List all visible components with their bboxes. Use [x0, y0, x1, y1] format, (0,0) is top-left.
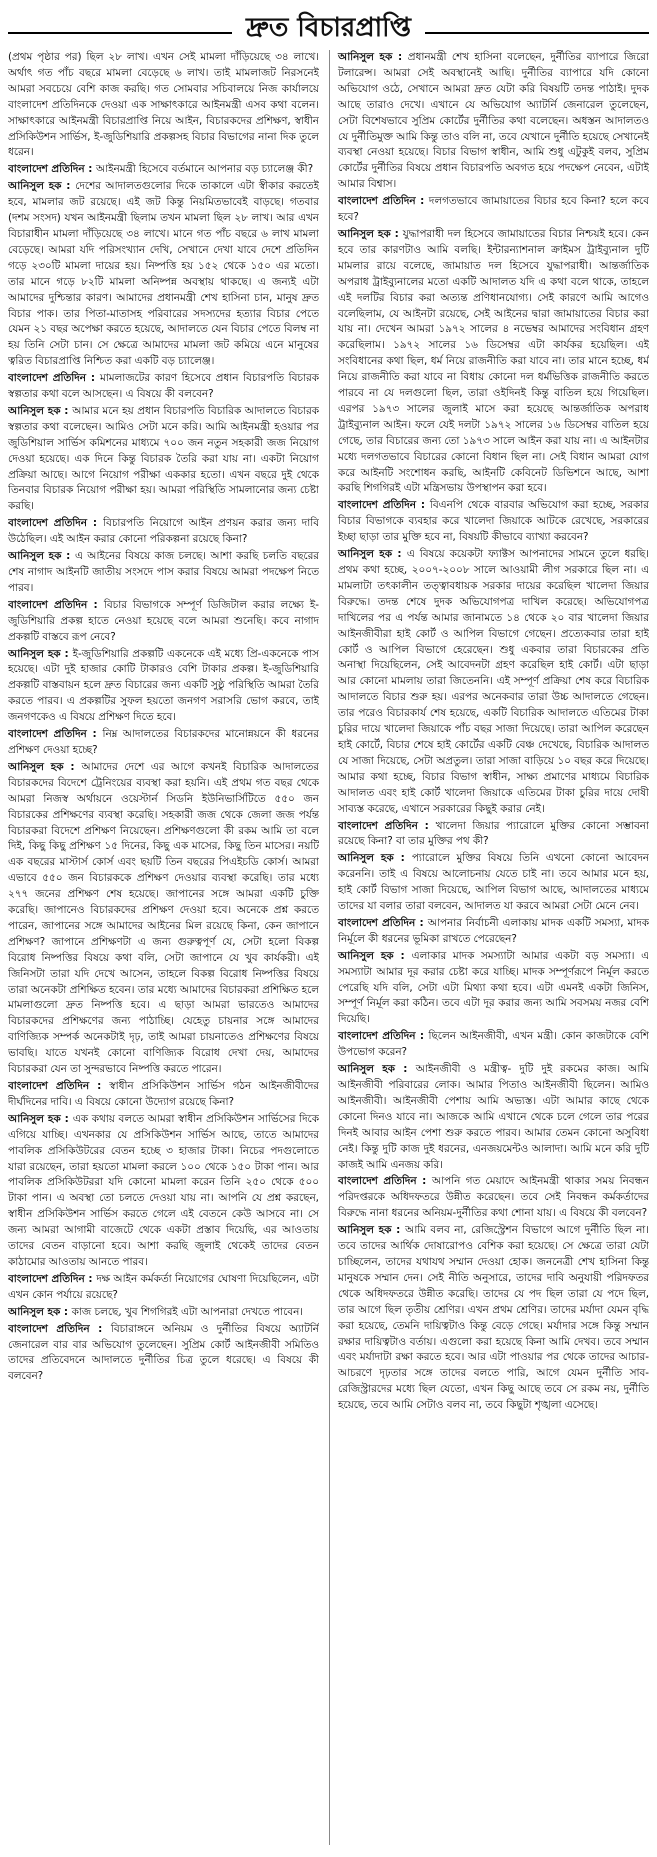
questioner-label: বাংলাদেশ প্রতিদিন :	[8, 598, 104, 611]
questioner-label: বাংলাদেশ প্রতিদিন :	[8, 1080, 110, 1092]
paragraph-text: আপনার নির্বাচনী এলাকায় মাদক একটি সমস্যা, মাদক নির্মূলে কী ধরনের ভূমিকা রাখতে পেরেছেন?	[338, 916, 649, 945]
questioner-label: বাংলাদেশ প্রতিদিন :	[8, 1322, 111, 1335]
paragraph-text: বিচারপতি নিয়োগে আইন প্রণয়ন করার জন্য দাবি উঠেছিল। এই আইন করার কোনো পরিকল্পনা রয়েছে কিনা?	[8, 517, 319, 546]
article-columns	[8, 50, 649, 1845]
respondent-label: আনিসুল হক :	[8, 550, 75, 563]
section-banner	[8, 6, 649, 50]
interview-question	[8, 162, 319, 178]
questioner-label: বাংলাদেশ প্রতিদিন :	[338, 1030, 429, 1043]
article-column-left	[8, 50, 319, 1845]
respondent-label: আনিসুল হক :	[338, 548, 407, 561]
paragraph-text: আপনি গত মেয়াদে আইনমন্ত্রী থাকার সময় নিবন্ধন পরিদপ্তরকে অধিদফতরে উন্নীত করেছেন। তবে সেই নিবন্ধন কর্মকর্তাদের বিরুদ্ধে নানা ধরনের অনিয়ম-দুর্নীতির কথা শোনা যায়। এ বিষয়ে কী বলবেন?	[338, 1175, 649, 1220]
paragraph-text: এ বিষয়ে কয়েকটা ফ্যাক্টস আপনাদের সামনে তুলে ধরছি। প্রথম কথা হচ্ছে, ২০০৭-২০০৮ সালে আওয়ামী লীগ সরকারে ছিল না। এ মামলাটা তৎকালীন তত্ত্বাবধায়ক সরকার দায়ের করেছিল খালেদা জিয়ার বিরুদ্ধে। তদন্ত শেষে দুদক অভিযোগপত্র দাখিল করেছে। অভিযোগপত্র দাখিলের পর এ পর্যন্ত আমার জানামতে ১৪ থেকে ২০ বার খালেদা জিয়ার আইনজীবীরা হাই কোর্ট ও আপিল বিভাগে গেছেন। প্রত্যেকবার তারা হাই কোর্ট ও আপিল বিভাগে হেরেছেন। শুধু একবার তারা বিচারকের প্রতি অনাস্থা দিয়েছিলেন, সেই আবেদনটা গ্রহণ করেছিল হাই কোর্ট। এটা ছাড়া আর কোনো মামলায় তারা জিতেননি। এই সম্পূর্ণ প্রক্রিয়া শেষ করে বিচারিক আদালতে বিচার শুরু হয়। এরপর অনেকবার তারা উচ্চ আদালতে গেছেন। তার পরেও বিচারকার্য শেষ হয়েছে, একটি বিচারিক আদালতে এতিমের টাকা চুরির দায়ে খালেদা জিয়াকে পাঁচ বছর সাজা দিয়েছে। তারা আপিল করেছেন হাই কোর্টে, বিচার শেষে হাই কোর্টের একটি বেঞ্চ দেখেছে, বিচারিক আদালত যে সাজা দিয়েছে, সেটা অপ্রতুল। তারা সাজা বাড়িয়ে ১০ বছর করে দিয়েছে। আমার কথা হচ্ছে, বিচার বিভাগ স্বাধীন, সাক্ষ্য প্রমাণের মাধ্যমে বিচারিক আদালত এবং হাই কোর্ট খালেদা জিয়াকে এতিমের টাকা চুরির দায়ে দোষী সাব্যস্ত করেছে, এখানে সরকারের কিছুই করার নেই।	[338, 548, 649, 815]
intro-paragraph	[8, 50, 319, 161]
respondent-label: আনিসুল হক :	[8, 180, 76, 193]
questioner-label: বাংলাদেশ প্রতিদিন :	[338, 1175, 432, 1188]
respondent-label: আনিসুল হক :	[8, 760, 82, 773]
interview-answer	[338, 851, 649, 915]
paragraph-text: বিচারাঙ্গনে অনিয়ম ও দুর্নীতির বিষয়ে অ্যাটর্নি জেনারেল বার বার অভিযোগ তুলেছেন। সুপ্রিম কোর্ট আইনজীবী সমিতিও তাদের প্রতিবেদনে আদালতে দুর্নীতির চিত্র তুলে ধরেছে। এ বিষয়ে কী বলবেন?	[8, 1322, 319, 1383]
paragraph-text: যুদ্ধাপরাধী দল হিসেবে জামায়াতের বিচার নিশ্চয়ই হবে। কেন হবে তার কারণটাও আমি বলছি। ইন্টারন্যাশনাল ক্রাইমস ট্রাইব্যুনাল দুটি মামলার রায়ে বলেছে, জামায়াত দল হিসেবে যুদ্ধাপরাধী। আন্তর্জাতিক অপরাধ ট্রাইব্যুনালের মতো একটি আদালত যদি এ কথা বলে থাকে, তাহলে এই দলটির বিচার করা অত্যন্ত প্রণিধানযোগ্য। সেই কারণে আমি আগেও বলেছিলাম, যে আইনটা রয়েছে, সেই আইনের দ্বারা জামায়াতের বিচার করা যায় না। দেখেন আমরা ১৯৭২ সালের ৪ নভেম্বর আমাদের সংবিধান গ্রহণ করেছিলাম। ১৯৭২ সালের ১৬ ডিসেম্বর এটা কার্যকর হয়েছিল। এই সংবিধানের কথা ছিল, ধর্ম নিয়ে রাজনীতি করা যাবে না। তার মানে হচ্ছে, ধর্ম নিয়ে রাজনীতি করা যাবে না বিধায় কোনো দল ধর্মভিত্তিক রাজনীতি করতে পারবে না যে দলগুলো ছিল, তারা ওইদিনই কিন্তু বাতিল হয়ে গিয়েছিল। এরপর ১৯৭৩ সালের জুলাই মাসে করা হয়েছে আন্তর্জাতিক অপরাধ ট্রাইব্যুনাল আইন। ফলে যেই দলটা ১৯৭২ সালের ১৬ ডিসেম্বর বাতিল হয়ে গেছে, তার বিচারের জন্য তো ১৯৭৩ সালে আইন করা যায় না। এ আইনটার মধ্যে দলগতভাবে বিচারের কোনো বিধান ছিল না। সেই বিধান আমরা যোগ করে আইনটি সংশোধন করছি, আইনটি কেবিনেট ডিভিশনে আছে, আশা করছি শিগগিরই এটা মন্ত্রিসভায় উপস্থাপন করা হবে।	[338, 227, 649, 495]
paragraph-text: বিচার বিভাগকে সম্পূর্ণ ডিজিটাল করার লক্ষ্যে ই-জুডিশিয়ারি প্রকল্প হাতে নেওয়া হয়েছে বলে আমরা শুনেছি। কবে নাগাদ প্রকল্পটি বাস্তবে রূপ নেবে?	[8, 598, 319, 643]
paragraph-text: মামলাজটের কারণ হিসেবে প্রধান বিচারপতি বিচারক স্বল্পতার কথা বলে আসছেন। এ বিষয়ে কী বলবেন?	[8, 372, 319, 401]
paragraph-text: এক কথায় বলতে আমরা স্বাধীন প্রসিকিউশন সার্ভিসের দিকে এগিয়ে যাচ্ছি। এখনকার যে প্রসিকিউশন সার্ভিস আছে, তাতে আমাদের পাবলিক প্রসিকিউটরের বেতন হচ্ছে ৩ হাজার টাকা। নিচের পদগুলোতে যারা রয়েছেন, তারা হয়তো মামলা করলে ১০০ থেকে ১৫০ টাকা পান। আর পাবলিক প্রসিকিউটররা যদি কোনো মামলা করেন তিনি ২৫০ থেকে ৫০০ টাকা পান। এ অবস্থা তো চলতে দেওয়া যায় না। আপনি যে প্রশ্ন করছেন, স্বাধীন প্রসিকিউশন সার্ভিস করতে গেলে এই বেতনে কেউ আসবে না। সে জন্য আমরা আগামী বাজেটে থেকে একটা প্রস্তাব দিয়েছি, এর আওতায় তাদের বেতন বাড়ানো হবে। আশা করছি জুলাই থেকেই তাদের বেতন কাঠামোর আওতায় আনতে পারব।	[8, 1112, 319, 1268]
paragraph-text: দলগতভাবে জামায়াতের বিচার হবে কিনা? হলে কবে হবে?	[338, 195, 649, 224]
paragraph-text: আইনজীবী ও মন্ত্রীত্ব- দুটি দুই রকমের কাজ। আমি আইনজীবী পরিবারের লোক। আমার পিতাও আইনজীবী ছিলেন। আমিও আইনজীবী। আইনজীবী পেশায় আমি অভ্যস্ত। এটা আমার কাছে থেকে কোনো দিনও যাবে না। আজকে আমি এখানে থেকে চলে গেলে তার পরের দিনই আবার আইন পেশা শুরু করতে পারব। আমার তেমন কোনো অসুবিধা নেই। কিন্তু দুটি কাজ দুই ধরনের, এনজয়মেন্টও আলাদা। আমি মনে করি দুটি কাজই আমি এনজয় করি।	[338, 1063, 649, 1171]
questioner-label: বাংলাদেশ প্রতিদিন :	[338, 819, 436, 832]
questioner-label: বাংলাদেশ প্রতিদিন :	[338, 195, 429, 208]
respondent-label: আনিসুল হক :	[8, 1112, 73, 1125]
interview-answer	[338, 949, 649, 1029]
paragraph-text: স্বাধীন প্রসিকিউশন সার্ভিস গঠন আইনজীবীদের দীর্ঘদিনের দাবি। এ বিষয়ে কোনো উদ্যোগ রয়েছে কিনা?	[8, 1080, 319, 1108]
paragraph-text: কাজ চলছে, খুব শিগগিরই এটা আপনারা দেখতে পাবেন।	[71, 1305, 304, 1318]
interview-question	[338, 194, 649, 226]
questioner-label: বাংলাদেশ প্রতিদিন :	[8, 163, 96, 176]
paragraph-text: খালেদা জিয়ার প্যারোলে মুক্তির কোনো সম্ভাবনা রয়েছে কিনা? বা তার মুক্তির পথ কী?	[338, 819, 649, 848]
interview-answer	[338, 1062, 649, 1173]
interview-question	[338, 498, 649, 546]
respondent-label: আনিসুল হক :	[338, 949, 412, 962]
interview-question	[8, 516, 319, 548]
questioner-label: বাংলাদেশ প্রতিদিন :	[8, 1272, 97, 1285]
interview-question	[338, 819, 649, 851]
questioner-label: বাংলাদেশ প্রতিদিন :	[8, 728, 103, 741]
page-title: দ্রুত বিচারপ্রাপ্তি	[232, 8, 425, 48]
interview-question	[8, 1272, 319, 1304]
interview-question	[8, 371, 319, 403]
interview-question	[8, 727, 319, 759]
interview-answer	[8, 647, 319, 727]
questioner-label: বাংলাদেশ প্রতিদিন :	[338, 916, 428, 929]
paragraph-text: এ আইনের বিষয়ে কাজ চলছে। আশা করছি চলতি বছরের শেষ নাগাদ আইনটি জাতীয় সংসদে পাস করার বিষয়ে আমরা পদক্ষেপ নিতে পারব।	[8, 550, 319, 594]
interview-answer	[338, 1223, 649, 1414]
respondent-label: আনিসুল হক :	[338, 227, 403, 240]
interview-answer	[8, 179, 319, 370]
questioner-label: বাংলাদেশ প্রতিদিন :	[8, 372, 100, 385]
interview-question	[338, 1029, 649, 1061]
interview-answer	[338, 50, 649, 193]
interview-answer	[8, 549, 319, 597]
interview-question	[8, 1322, 319, 1386]
paragraph-text: (প্রথম পৃষ্ঠার পর) ছিল ২৮ লাখ। এখন সেই মামলা দাঁড়িয়েছে ৩৪ লাখে। অর্থাৎ গত পাঁচ বছরে মামলা বেড়েছে ৬ লাখ। তাই মামলাজট নিরসনেই আমরা সবচেয়ে বেশি কাজ করছি। গত সোমবার সচিবালয়ে নিজ কার্যালয়ে বাংলাদেশ প্রতিদিনকে দেওয়া এক সাক্ষাৎকারে আইনমন্ত্রী এসব কথা বলেন। সাক্ষাৎকারে আইনমন্ত্রী বিচারপ্রাপ্তি নিয়ে আইন, বিচারকদের প্রশিক্ষণ, স্বাধীন প্রসিকিউশন সার্ভিস, ই-জুডিশিয়ারি প্রকল্পসহ বিচার বিভাগের নানা দিক তুলে ধরেন।	[8, 51, 319, 159]
paragraph-text: বিএনপি থেকে বারবার অভিযোগ করা হচ্ছে, সরকার বিচার বিভাগকে ব্যবহার করে খালেদা জিয়াকে আটকে রেখেছে, সরকারের ইচ্ছা ছাড়া তার মুক্তি হবে না, বিষয়টি কীভাবে ব্যাখ্যা করবেন?	[338, 499, 649, 544]
paragraph-text: নিম্ন আদালতের বিচারকদের মানোন্নয়নে কী ধরনের প্রশিক্ষণ দেওয়া হচ্ছে?	[8, 728, 319, 756]
paragraph-text: প্যারোলে মুক্তির বিষয়ে তিনি এখনো কোনো আবেদন করেননি। তাই এ বিষয়ে আলোচনায় যেতে চাই না। তবে আমার মনে হয়, হাই কোর্ট বিভাগ সাজা দিয়েছে, আপিল বিভাগ আছে, আদালতের মাধ্যমে তাদের যা বলার তারা বলবেন, আদালত যা করবে আমরা সেটা মেনে নেব।	[338, 852, 649, 913]
paragraph-text: দেশের আদালতগুলোর দিকে তাকালে এটা স্বীকার করতেই হবে, মামলার জট রয়েছে। এই জট কিন্তু নিয়মিতভাবেই বাড়ছে। গতবার (দশম সংসদ) যখন আইনমন্ত্রী ছিলাম তখন মামলা ছিল ২৮ লাখ। আর এখন বিচারাধীন মামলা দাঁড়িয়েছে ৩৪ লাখে। মানে গত পাঁচ বছরে ৬ লাখ মামলা বেড়েছে। আমরা যদি পরিসংখ্যান দেখি, সেখানে দেখা যাবে দেশে প্রতিদিন গড়ে ২৩০টি মামলা দায়ের হয়। নিষ্পত্তি হয় ১৫২ থেকে ১৫০ এর মতো। তার মানে গড়ে ৮২টি মামলা অনিষ্পন্ন অবস্থায় থাকছে। এ জন্যই এটা আমাদের দুশ্চিন্তার কারণ। আমাদের প্রধানমন্ত্রী শেখ হাসিনা চান, মানুষ দ্রুত বিচার পাক। তার পিতা-মাতাসহ পরিবারের সদস্যদের হত্যার বিচার পেতে যেমন ২১ বছর অপেক্ষা করতে হয়েছে, আদালতে যেন বিচার পেতে বিলম্ব না হয় তিনি সেটা চান। সে ক্ষেত্রে আমাদের মামলা জট কমিয়ে এনে মানুষের ত্বরিত বিচারপ্রাপ্তি নিশ্চিত করা একটি বড় চ্যালেঞ্জ।	[8, 180, 319, 368]
respondent-label: আনিসুল হক :	[338, 51, 408, 63]
questioner-label: বাংলাদেশ প্রতিদিন :	[8, 517, 104, 530]
paragraph-text: দক্ষ আইন কর্মকর্তা নিয়োগের ঘোষণা দিয়েছিলেন, এটা এখন কোন পর্যায়ে রয়েছে?	[8, 1272, 319, 1301]
interview-question	[338, 916, 649, 948]
paragraph-text: আমি বলব না, রেজিস্ট্রেশন বিভাগে আগে দুর্নীতি ছিল না। তবে তাদের আর্থিক দোষারোপও বেশিক করা হয়েছে। সে ক্ষেত্রে তারা যেটা চাচ্ছিলেন, তাদের যথাযথ সম্মান দেওয়া হোক। জননেত্রী শেখ হাসিনা কিন্তু মানুষকে সম্মান দেন। সেই নীতি অনুসারে, তাদের দাবি অনুযায়ী পরিদফতর থেকে অধিদফতরে উন্নীত করেছি। তাদের যে পদ ছিল তারা যে পদে ছিল, তার আগে ছিল তৃতীয় শ্রেণির। এখন প্রথম শ্রেণির। তাদের মর্যাদা যেমন বৃদ্ধি করা হয়েছে, তেমনি দায়িত্বটাও কিন্তু বেড়ে গেছে। মর্যাদার সঙ্গে কিন্তু সম্মান রক্ষার দায়িত্বটাও বর্তায়। এগুলো করা হয়েছে কিনা আমি দেখব। তবে সম্মান এবং মর্যাদাটা রক্ষা করতে হবে। আর এটা পাওয়ার পর থেকে তাদের আচার-আচরণে দৃঢ়তার সঙ্গে তাদের বলতে পারি, আগে যেমন দুর্নীতি সাব-রেজিস্ট্রারদের মধ্যে ছিল যেতো, এখন কিছু আছে তবে সে রকম নয়, দুর্নীতি হয়েছে, তবে আমি সেটাও বলব না, তবে কিছুটা শৃঙ্খলা এসেছে।	[338, 1224, 649, 1412]
respondent-label: আনিসুল হক :	[8, 647, 73, 660]
interview-answer	[8, 404, 319, 515]
questioner-label: বাংলাদেশ প্রতিদিন :	[338, 499, 430, 512]
interview-answer	[338, 227, 649, 497]
paragraph-text: ই-জুডিশিয়ারি প্রকল্পটি একনেকে এই মধ্যে প্রি-একনেকে পাস হয়েছে। এটা দুই হাজার কোটি টাকারও বেশি টাকার প্রকল্প। ই-জুডিশিয়ারি প্রকল্পটি বাস্তবায়ন হলে দ্রুত বিচারের জন্য একটি সুষ্ঠু পরিস্থিতি আমরা তৈরি করতে পারব। এ প্রকল্পটির সুফল হয়তো জনগণ সরাসরি ভোগ করবে, তাই জনগণকেও এ বিষয়ে প্রশিক্ষণ দিতে হবে।	[8, 647, 319, 724]
article-column-right	[329, 50, 649, 1845]
interview-question	[8, 598, 319, 646]
interview-answer	[338, 547, 649, 817]
paragraph-text: আমার মনে হয় প্রধান বিচারপতি বিচারিক আদালতে বিচারক স্বল্পতার কথা বলেছেন। আমিও সেটা মনে করি। আমি আইনমন্ত্রী হওয়ার পর জুডিশিয়াল সার্ভিস কমিশনের মাধ্যমে ৭০০ জন নতুন সহকারী জজ নিয়োগ দেওয়া হয়েছে। এক দিনে কিন্তু বিচারক তৈরি করা যায় না। একটা নিয়োগ প্রক্রিয়া আছে। আগে নিয়োগ পরীক্ষা এককার হতো। এখন বছরে দুই থেকে তিনবার বিচারক নিয়োগ পরীক্ষা হয়। আমরা পরিস্থিতি সামলানোর জন্য চেষ্টা করছি।	[8, 404, 319, 513]
interview-question	[8, 1079, 319, 1111]
paragraph-text: ছিলেন আইনজীবী, এখন মন্ত্রী। কোন কাজটাকে বেশি উপভোগ করেন?	[338, 1030, 649, 1059]
interview-answer	[8, 1305, 319, 1321]
respondent-label: আনিসুল হক :	[338, 1063, 416, 1076]
interview-answer	[8, 1112, 319, 1271]
respondent-label: আনিসুল হক :	[8, 1305, 72, 1318]
respondent-label: আনিসুল হক :	[338, 852, 412, 865]
respondent-label: আনিসুল হক :	[8, 404, 73, 417]
paragraph-text: আমাদের দেশে এর আগে কখনই বিচারিক আদালতের বিচারকদের বিদেশে ট্রেনিংয়ের ব্যবস্থা করা হয়নি। এই প্রথম গত বছর থেকে আমরা নিজস্ব অর্থায়নে ওয়েস্টার্ন সিডনি ইউনিভার্সিটিতে ৫৫০ জন বিচারকের প্রশিক্ষণের ব্যবস্থা করেছি। সহকারী জজ থেকে জেলা জজ পর্যন্ত বিচারকরা বিদেশে প্রশিক্ষণ নিয়েছেন। প্রশিক্ষণগুলো কী রকম আমি তা বলে দিই, কিছু কিছু প্রশিক্ষণ ১৫ দিনের, কিছু এক মাসের, কিছু তিন মাসের। নয়টি এক বছরের মাস্টার্স কোর্স এবং ছয়টি তিন বছরের পিএইচডি কোর্স। আমরা এভাবে ৫৫০ জন বিচারককে প্রশিক্ষণ দেওয়ার ব্যবস্থা করেছি। তার মধ্যে ২৭৭ জনের প্রশিক্ষণ শেষ হয়েছে। জাপানের সঙ্গে আমরা একটি চুক্তি করেছি। জাপানেও বিচারকদের প্রশিক্ষণ দেওয়া হবে। অনেকে প্রশ্ন করতে পারেন, জাপানের সঙ্গে আমাদের আইনের মিল রয়েছে কিনা, কেন জাপানে প্রশিক্ষণ? জাপানে প্রশিক্ষণটা এ জন্য গুরুত্বপূর্ণ যে, সেটা হলো বিকল্প বিরোধ নিষ্পত্তির বিষয়ে কথা বলি, সেটা জাপানে যে খুব কার্যকরী। এই জিনিসটা তারা যদি দেখে আসেন, তাহলে বিকল্প বিরোধ নিষ্পত্তির বিষয়ে তারা অনেকটা প্রশিক্ষিত হবেন। তার মধ্যে আমাদের বিচারকরা প্রশিক্ষিত হলে মামলাগুলো দ্রুত নিষ্পত্তি হবে। এ ছাড়া আমরা ভারতেও আমাদের বিচারকদের প্রশিক্ষণের জন্য পাঠাচ্ছি। যেহেতু চায়নার সঙ্গে আমাদের বাণিজ্যিক সম্পর্ক অনেকটাই দৃঢ়, তাই আমরা চায়নাতেও প্রশিক্ষণের বিষয়ে ভাবছি। যাতে যখনই কোনো বাণিজ্যিক বিরোধ দেখা দেয়, আমাদের বিচারকরা যেন তা সুন্দরভাবে নিষ্পত্তি করতে পারেন।	[8, 760, 319, 1076]
paragraph-text: এলাকার মাদক সমস্যাটা আমার একটা বড় সমস্যা। এ সমস্যাটা আমার দূর করার চেষ্টা করে যাচ্ছি। মাদক সম্পূর্ণরূপে নির্মূল করতে পেরেছি যদি বলি, সেটা এটা মিথ্যা কথা হবে। এটা এমনই একটা জিনিস, সম্পূর্ণ নির্মূল করা কঠিন। তবে এটা দূর করার জন্য আমি সবসময় নজর বেশি দিয়েছি।	[338, 949, 649, 1026]
paragraph-text: আইনমন্ত্রী হিসেবে বর্তমানে আপনার বড় চ্যালেঞ্জ কী?	[95, 163, 314, 176]
respondent-label: আনিসুল হক :	[338, 1224, 406, 1237]
interview-answer	[8, 760, 319, 1078]
paragraph-text: প্রধানমন্ত্রী শেখ হাসিনা বলেছেন, দুর্নীতির ব্যাপারে জিরো টলারেন্স। আমরা সেই অবস্থানেই আছি। দুর্নীতির ব্যাপারে যদি কোনো অভিযোগ ওঠে, সেখানে আমরা দ্রুত যেটা করি বিষয়টি তদন্ত পাঠাই। দুদক আছে তারাও দেখে। এখানে যে অভিযোগ অ্যাটর্নি জেনারেল তুলেছেন, সেটা বিশেষভাবে সুপ্রিম কোর্টের দুর্নীতির কথা বলেছেন। অধস্তন আদালতও যে দুর্নীতিমুক্ত আমি কিন্তু তাও বলি না, তবে যেখানে দুর্নীতি হয়েছে সেখানেই ব্যবস্থা নেওয়া হয়েছে। বিচার বিভাগ স্বাধীন, আমি শুধু এটুকুই বলব, সুপ্রিম কোর্টের দুর্নীতির বিষয়ে প্রধান বিচারপতি অবগত হয়ে পদক্ষেপ নেবেন, এটাই আমার বিশ্বাস।	[338, 51, 649, 191]
interview-question	[338, 1174, 649, 1222]
